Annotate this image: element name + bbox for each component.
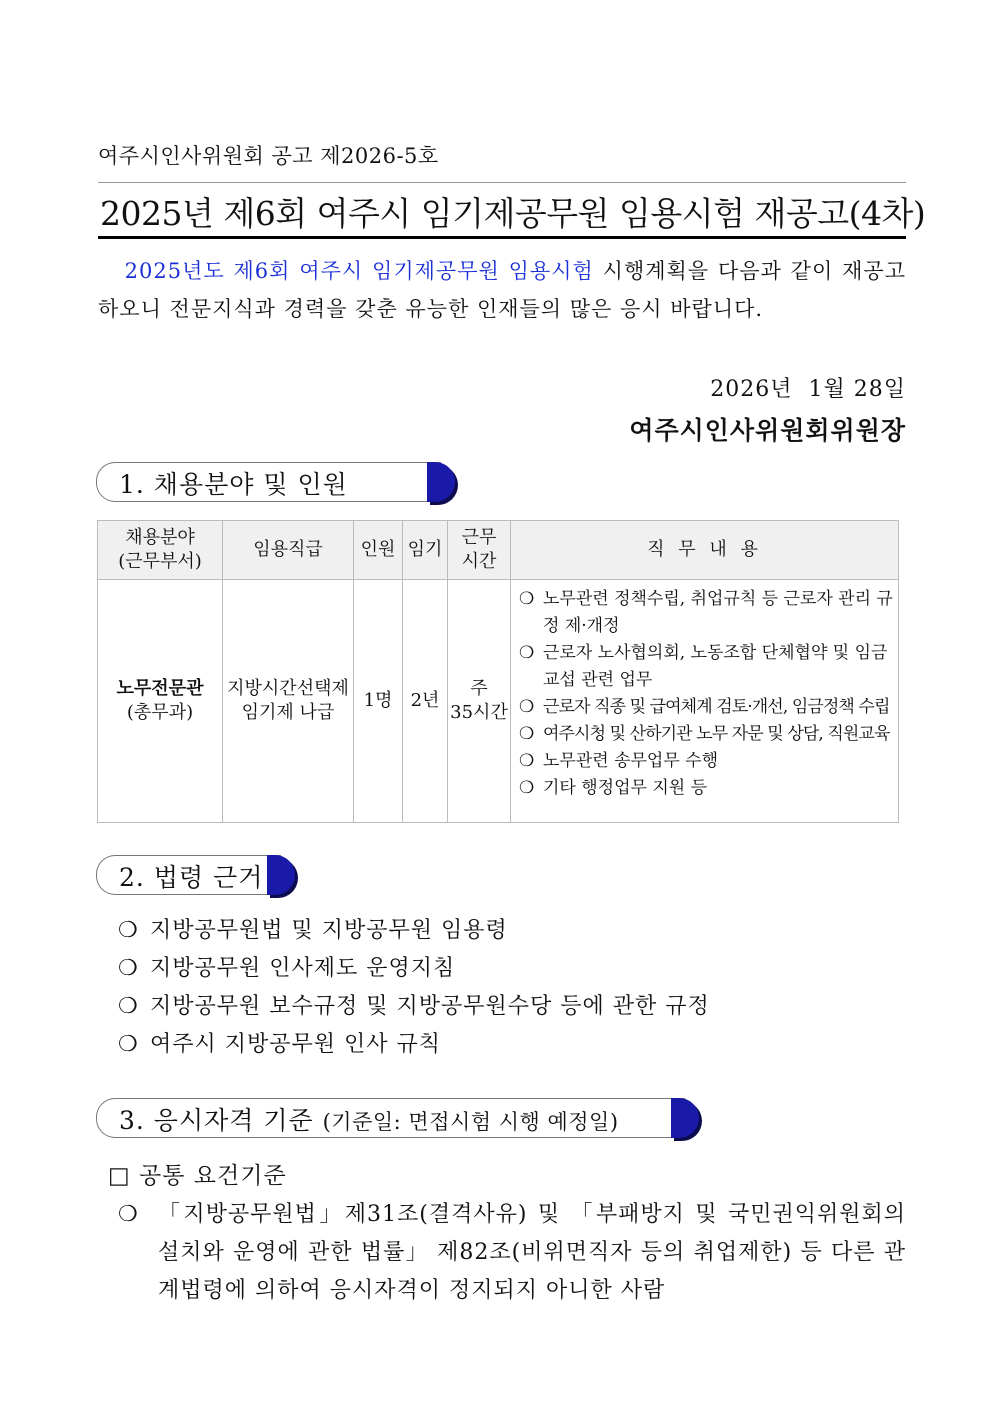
cell-field	[98, 580, 223, 823]
field-dept: (총무과)	[126, 702, 194, 723]
header-grade: 임용직급	[223, 521, 354, 580]
duty-item: ❍ 노무관련 송무업무 수행	[517, 748, 894, 775]
common-requirements-heading: □ 공통 요건기준	[108, 1163, 287, 1189]
section-tab-decoration	[671, 1098, 699, 1138]
qualification-text: 「지방공무원법」제31조(결격사유) 및 「부패방지 및 국민권익위원회의 설치와 운영에 관한 법률」 제82조(비위면직자 등의 취업제한) 등 다른 관계법령에 의하여 응시자격이 정지되지 아니한 사람	[158, 1202, 906, 1303]
title-underline	[98, 236, 906, 239]
header-hours: 근무 시간	[448, 521, 511, 580]
section-heading-3-label: 3. 응시자격 기준 (기준일: 면접시험 시행 예정일)	[119, 1106, 619, 1135]
header-count: 인원	[354, 521, 403, 580]
circle-bullet-icon: ❍	[519, 724, 534, 744]
circle-bullet-icon: ❍	[519, 751, 535, 771]
circle-bullet-icon: ❍	[118, 918, 139, 943]
list-item	[118, 1196, 906, 1310]
recruitment-table	[97, 520, 899, 823]
section-heading-2-label: 2. 법령 근거	[119, 863, 264, 892]
header-duties: 직 무 내 용	[511, 521, 899, 580]
circle-bullet-icon: ❍	[519, 778, 535, 798]
circle-bullet-icon: ❍	[519, 643, 535, 663]
duty-item: ❍ 기타 행정업무 지원 등	[517, 775, 894, 802]
intro-highlight: 2025년도 제6회 여주시 임기제공무원 임용시험	[124, 259, 594, 283]
header-term: 임기	[403, 521, 448, 580]
notice-date: 2026년 1월 28일	[710, 377, 906, 402]
list-item: ❍ 지방공무원법 및 지방공무원 임용령	[118, 912, 710, 950]
intro-paragraph	[98, 252, 906, 328]
circle-bullet-icon: ❍	[118, 1032, 139, 1057]
cell-count: 1명	[354, 580, 403, 823]
section-tab-decoration	[267, 855, 295, 895]
field-name: 노무전문관	[116, 678, 204, 699]
cell-hours: 주 35시간	[448, 580, 511, 823]
circle-bullet-icon: ❍	[519, 697, 534, 717]
circle-bullet-icon: ❍	[118, 994, 139, 1019]
duty-item: ❍ 여주시청 및 산하기관 노무 자문 및 상담, 직원교육	[517, 721, 894, 748]
cell-term: 2년	[403, 580, 448, 823]
section-heading-1	[96, 462, 441, 502]
signer: 여주시인사위원회위원장	[629, 416, 906, 445]
notice-number: 여주시인사위원회 공고 제2026-5호	[98, 144, 439, 168]
document-title: 2025년 제6회 여주시 임기제공무원 임용시험 재공고(4차)	[100, 194, 926, 233]
header-field: 채용분야 (근무부서)	[98, 521, 223, 580]
section-heading-3-sub: (기준일: 면접시험 시행 예정일)	[322, 1110, 619, 1134]
duty-item: ❍ 노무관련 정책수립, 취업규칙 등 근로자 관리 규정 제·개정	[517, 586, 894, 640]
list-item: ❍ 여주시 지방공무원 인사 규칙	[118, 1026, 710, 1064]
section-tab-decoration	[427, 462, 455, 502]
list-item: ❍ 지방공무원 인사제도 운영지침	[118, 950, 710, 988]
cell-grade: 지방시간선택제 임기제 나급	[223, 580, 354, 823]
legal-basis-list	[118, 912, 710, 1064]
circle-bullet-icon: ❍	[519, 589, 535, 609]
section-heading-3	[96, 1098, 685, 1138]
duty-item: ❍ 근로자 노사협의회, 노동조합 단체협약 및 임금 교섭 관련 업무	[517, 640, 894, 694]
circle-bullet-icon: ❍	[118, 1202, 138, 1227]
circle-bullet-icon: ❍	[118, 956, 139, 981]
section-heading-2	[96, 855, 281, 895]
intro-text: 시행계획을 다음과 같이 재공고하오니 전문지식과 경력을 갖춘 유능한 인재들의 많은 응시 바랍니다.	[98, 259, 906, 321]
table-header-row	[98, 521, 899, 580]
table-row	[98, 580, 899, 823]
duty-item: ❍ 근로자 직종 및 급여체계 검토·개선, 임금정책 수립	[517, 694, 894, 721]
list-item: ❍ 지방공무원 보수규정 및 지방공무원수당 등에 관한 규정	[118, 988, 710, 1026]
cell-duties	[511, 580, 899, 823]
top-divider	[98, 182, 906, 183]
section-heading-1-label: 1. 채용분야 및 인원	[119, 470, 348, 499]
